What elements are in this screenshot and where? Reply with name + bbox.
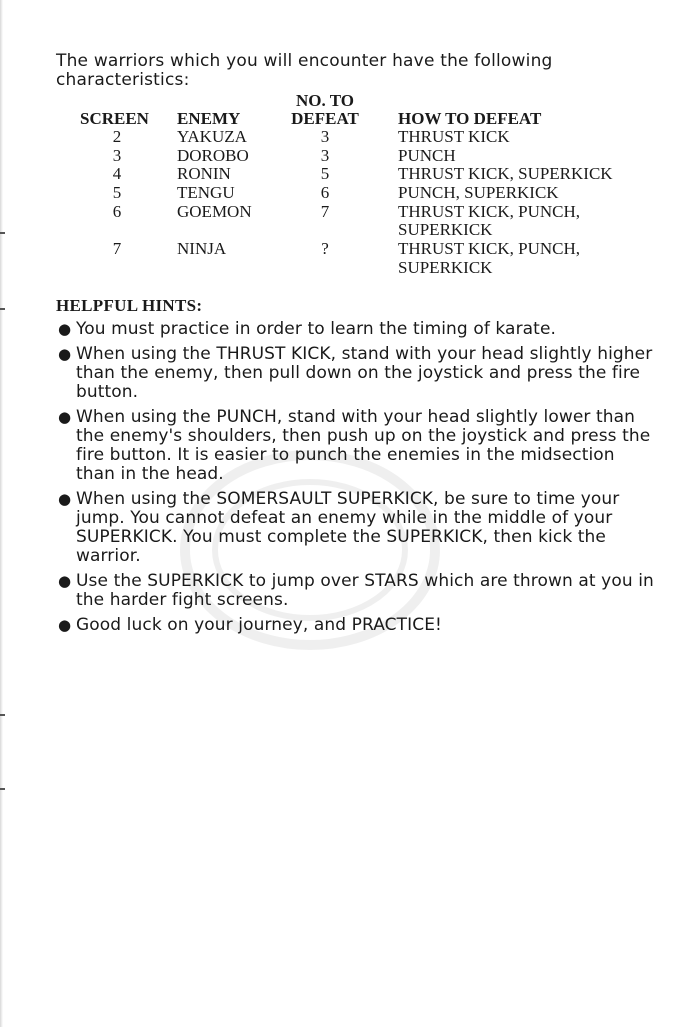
- hint-item: [56, 572, 656, 610]
- table-cell-how: PUNCH: [398, 146, 456, 165]
- table-cell-screen: 7: [112, 239, 122, 258]
- edge-tick: [0, 232, 5, 234]
- table-cell-screen: 2: [112, 127, 122, 146]
- table-cell-how: THRUST KICK: [398, 127, 510, 146]
- table-cell-how: THRUST KICK, PUNCH,: [398, 202, 580, 221]
- edge-tick: [0, 308, 5, 310]
- table-cell-how: PUNCH, SUPERKICK: [398, 183, 559, 202]
- table-cell-how: THRUST KICK, PUNCH,: [398, 239, 580, 258]
- table-cell-screen: 5: [112, 183, 122, 202]
- table-cell-how: THRUST KICK, SUPERKICK: [398, 164, 613, 183]
- table-cell-defeat: ?: [321, 239, 329, 258]
- col-header-screen: SCREEN: [80, 109, 149, 128]
- edge-tick: [0, 714, 5, 716]
- bullet-icon: ●: [58, 490, 72, 508]
- table-cell-defeat: 3: [320, 127, 330, 146]
- bullet-icon: ●: [58, 320, 72, 338]
- col-header-defeat-line1: NO. TO: [296, 91, 354, 110]
- enemy-table: [56, 92, 656, 282]
- table-cell-defeat: 6: [320, 183, 330, 202]
- hint-text: When using the SOMERSAULT SUPERKICK, be sure to time your jump. You cannot defeat an enemy while in the middle of your SUPERKICK. You must complete the SUPERKICK, then kick the warrior.: [76, 489, 620, 566]
- table-cell-enemy: TENGU: [177, 183, 235, 202]
- table-cell-screen: 6: [112, 202, 122, 221]
- table-cell-enemy: YAKUZA: [177, 127, 247, 146]
- hint-item: [56, 616, 656, 635]
- hint-item: [56, 408, 656, 484]
- table-cell-screen: 3: [112, 146, 122, 165]
- hint-text: When using the THRUST KICK, stand with your head slightly higher than the enemy, then pull down on the joystick and press the fire button.: [76, 344, 653, 402]
- table-cell-how-cont: SUPERKICK: [398, 258, 493, 277]
- edge-tick: [0, 788, 5, 790]
- table-cell-defeat: 5: [320, 164, 330, 183]
- bullet-icon: ●: [58, 408, 72, 426]
- table-cell-enemy: DOROBO: [177, 146, 249, 165]
- hint-item: [56, 320, 656, 339]
- intro-paragraph: The warriors which you will encounter have the following characteristics:: [56, 51, 553, 90]
- hint-text: Use the SUPERKICK to jump over STARS which are thrown at you in the harder fight screens.: [76, 571, 654, 610]
- table-cell-screen: 4: [112, 164, 122, 183]
- table-cell-defeat: 3: [320, 146, 330, 165]
- hint-text: Good luck on your journey, and PRACTICE!: [76, 615, 442, 635]
- table-cell-enemy: GOEMON: [177, 202, 252, 221]
- col-header-enemy: ENEMY: [177, 109, 241, 128]
- page-edge: [0, 0, 3, 1027]
- bullet-icon: ●: [58, 572, 72, 590]
- table-cell-defeat: 7: [320, 202, 330, 221]
- bullet-icon: ●: [58, 345, 72, 363]
- hint-item: [56, 345, 656, 402]
- hint-text: When using the PUNCH, stand with your head slightly lower than the enemy's shoulders, then push up on the joystick and press the fire button. It is easier to punch the enemies in the midsection than in the head.: [76, 407, 651, 484]
- hint-item: [56, 490, 656, 566]
- table-cell-how-cont: SUPERKICK: [398, 220, 493, 239]
- col-header-defeat-line2: DEFEAT: [291, 109, 359, 128]
- bullet-icon: ●: [58, 616, 72, 634]
- hints-list: [56, 320, 656, 641]
- table-cell-enemy: NINJA: [177, 239, 227, 258]
- hints-heading: HELPFUL HINTS:: [56, 296, 203, 315]
- hint-text: You must practice in order to learn the timing of karate.: [76, 319, 557, 339]
- col-header-how: HOW TO DEFEAT: [398, 109, 542, 128]
- table-cell-enemy: RONIN: [177, 164, 231, 183]
